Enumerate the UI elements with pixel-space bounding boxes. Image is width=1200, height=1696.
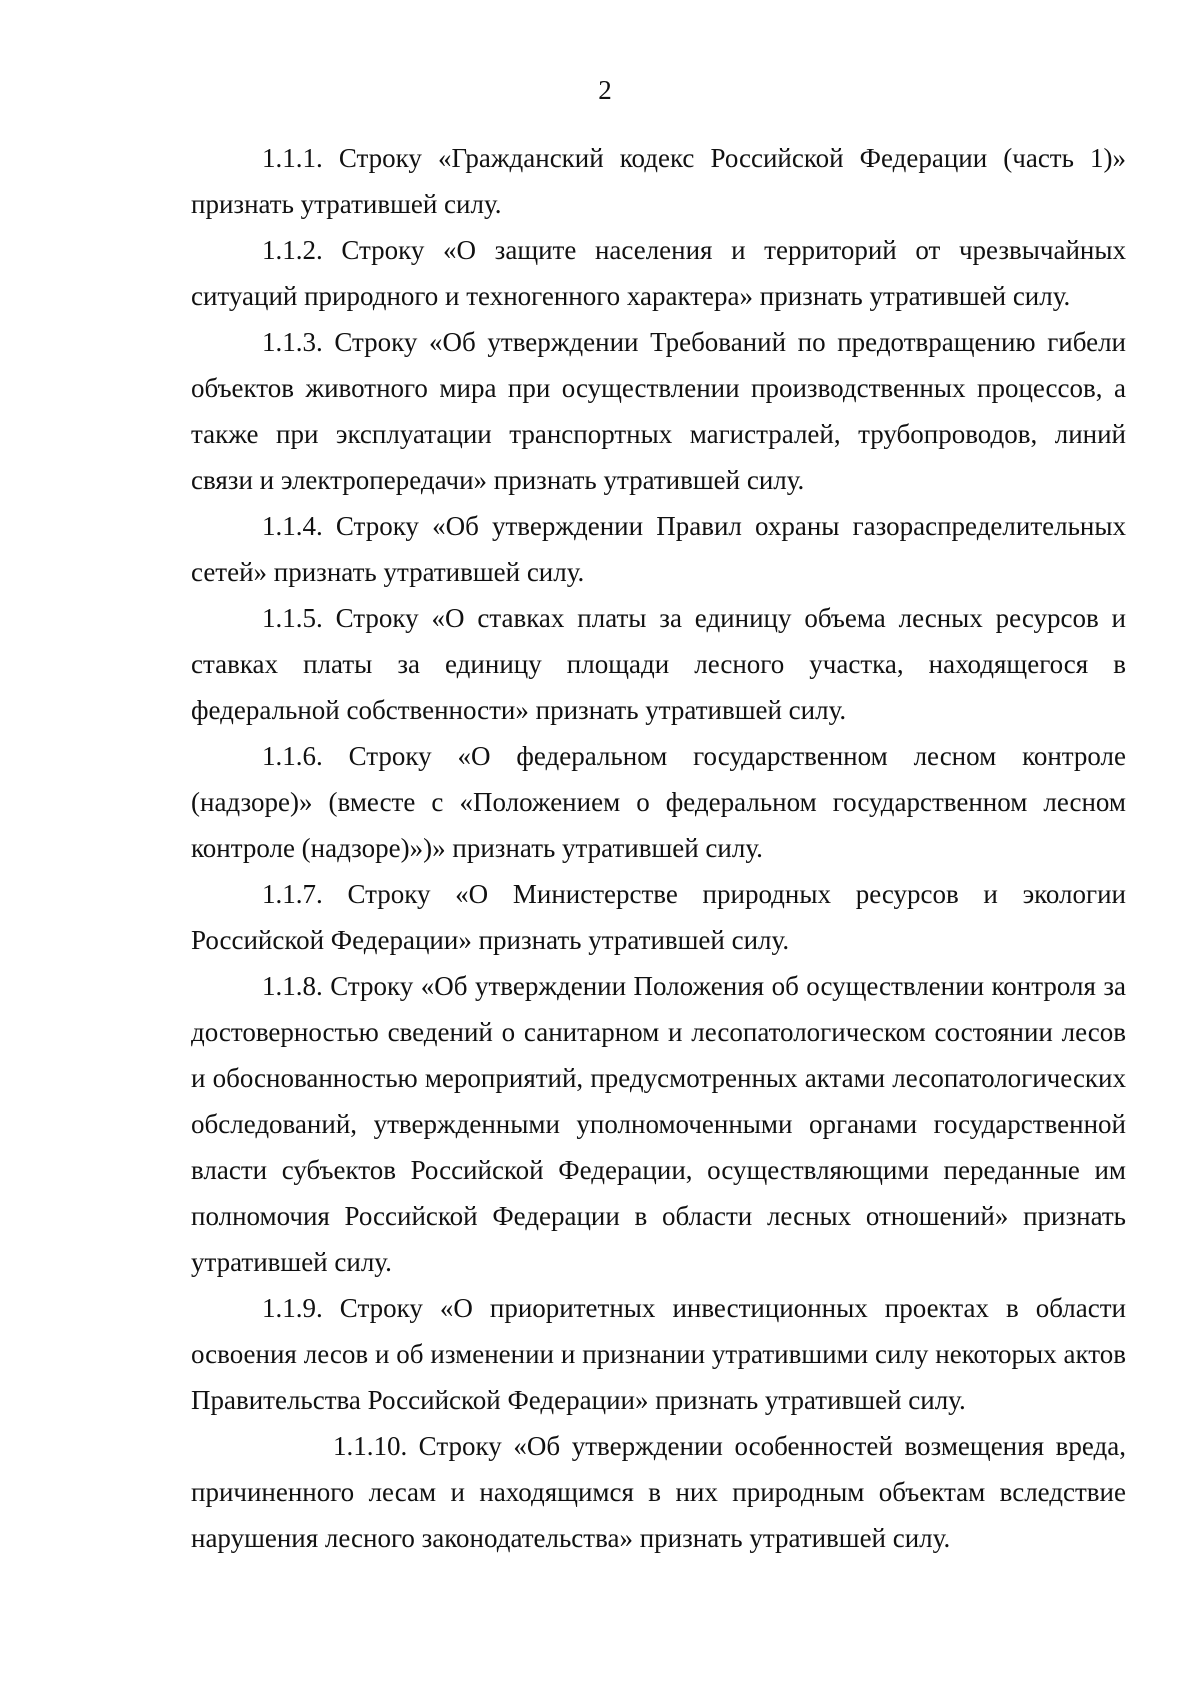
item-number: 1.1.7. [262,879,323,909]
item-text: Строку «О приоритетных инвестиционных проектах в области освоения лесов и об изменении и признании утратившими силу некоторых актов Правительства Российской Федерации» признать утратившей силу. [191,1293,1127,1415]
page-number: 2 [598,75,612,105]
item-number: 1.1.4. [262,511,323,541]
item-text: Строку «О федеральном государственном лесном контроле (надзоре)» (вместе с «Положением о федеральном государственном лесном контроле (надзоре)»)» признать утратившей силу. [191,741,1126,863]
item-text: Строку «Об утверждении особенностей возмещения вреда, причиненного лесам и находящимся в них природным объектам вследствие нарушения лесного законодательства» признать утратившей силу. [191,1431,1127,1553]
item-text: Строку «О защите населения и территорий от чрезвычайных ситуаций природного и техногенного характера» признать утратившей силу. [191,235,1127,311]
item-number: 1.1.6. [262,741,323,771]
list-item [191,595,1126,733]
list-item [191,1423,1126,1561]
document-body [191,135,1126,1561]
item-text: Строку «Об утверждении Требований по предотвращению гибели объектов животного мира при осуществлении производственных процессов, а также при эксплуатации транспортных магистралей, трубопроводов, линий связи и электропередачи» признать утратившей силу. [191,327,1127,495]
item-text: Строку «О ставках платы за единицу объема лесных ресурсов и ставках платы за единицу площади лесного участка, находящегося в федеральной собственности» признать утратившей силу. [191,603,1127,725]
list-item [191,503,1126,595]
item-number: 1.1.1. [262,143,323,173]
item-number: 1.1.9. [262,1293,323,1323]
list-item [191,135,1126,227]
item-text: Строку «Об утверждении Правил охраны газораспределительных сетей» признать утратившей силу. [191,511,1126,587]
item-number: 1.1.3. [262,327,323,357]
item-number: 1.1.8. [262,971,323,1001]
item-text: Строку «О Министерстве природных ресурсов и экологии Российской Федерации» признать утратившей силу. [191,879,1126,955]
list-item [191,871,1126,963]
item-number: 1.1.10. [333,1431,408,1461]
list-item [191,227,1126,319]
item-number: 1.1.5. [262,603,323,633]
list-item [191,319,1126,503]
item-text: Строку «Гражданский кодекс Российской Федерации (часть 1)» признать утратившей силу. [191,143,1127,219]
item-number: 1.1.2. [262,235,323,265]
item-text: Строку «Об утверждении Положения об осуществлении контроля за достоверностью сведений о санитарном и лесопатологическом состоянии лесов и обоснованностью мероприятий, предусмотренных актами лесопатологических обследований, утвержденными уполномоченными органами государственной власти субъектов Российской Федерации, осуществляющими переданные им полномочия Российской Федерации в области лесных отношений» признать утратившей силу. [191,971,1126,1277]
list-item [191,963,1126,1285]
list-item [191,733,1126,871]
list-item [191,1285,1126,1423]
